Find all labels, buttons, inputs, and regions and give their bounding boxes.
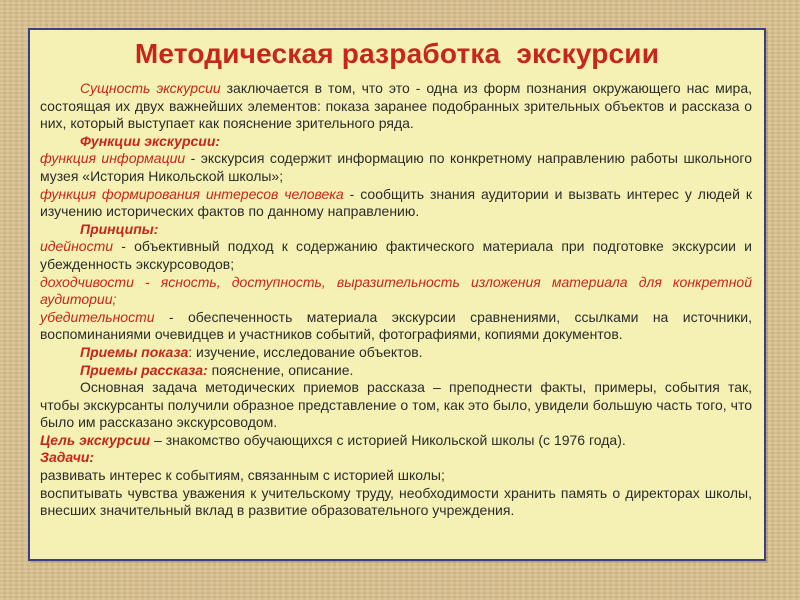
- function-text: - экскурсия содержит информацию по конкретному направлению работы школьного музея «История Никольской школы»;: [40, 150, 752, 184]
- function-term: функция формирования интересов человека: [40, 185, 344, 202]
- task-item: развивать интерес к событиям, связанным с историей школы;: [40, 467, 445, 484]
- show-methods-text: : изучение, исследование объектов.: [188, 343, 423, 360]
- function-item: [40, 150, 752, 185]
- story-methods-term: Приемы рассказа:: [80, 361, 208, 378]
- tasks-heading: Задачи:: [40, 449, 95, 466]
- principle-text: - объективный подход к содержанию фактического материала при подготовке экскурсии и убежденность экскурсоводов;: [40, 238, 752, 272]
- essence-term: Сущность экскурсии: [80, 80, 221, 96]
- slide-title: Методическая разработка экскурсии: [134, 38, 660, 69]
- story-methods-text: пояснение, описание.: [207, 361, 354, 378]
- slide-content: [40, 80, 752, 520]
- principle-item: [40, 274, 752, 309]
- goal-term: Цель экскурсии: [40, 431, 151, 448]
- principle-term: доходчивости - ясность, доступность, выразительность изложения материала для конкретной аудитории;: [40, 273, 752, 308]
- principle-text: - обеспеченность материала экскурсии сравнениями, ссылками на источники, воспоминаниями очевидцев и участников событий, фотографиями, копиями документов.: [40, 308, 752, 343]
- function-term: функция информации: [40, 150, 186, 167]
- principle-item: [40, 238, 752, 273]
- show-methods-term: Приемы показа: [80, 343, 189, 360]
- slide-frame: [28, 28, 766, 561]
- main-task-paragraph: Основная задача методических приемов рассказа – преподнести факты, примеры, события так, чтобы экскурсанты получили образное представление о том, как это было, увидели большую часть того, что было им рассказано экскурсоводом.: [40, 379, 752, 431]
- function-item: [40, 186, 752, 221]
- essence-paragraph: [40, 80, 752, 133]
- principles-heading: Принципы:: [80, 220, 159, 237]
- principle-term: убедительности: [40, 308, 155, 325]
- show-methods: [40, 344, 752, 362]
- essence-text: заключается в том, что это - одна из форм познания окружающего нас мира, состоящая их двух важнейших элементов: показа заранее подобранных зрительных объектов и рассказа о них, который выступает как пояснение зрительного ряда.: [40, 80, 752, 132]
- goal-paragraph: [40, 432, 752, 450]
- story-methods: [40, 362, 752, 380]
- task-item: воспитывать чувства уважения к учительскому труду, необходимости хранить память о директорах школы, внесших значительный вклад в развитие образовательного учреждения.: [40, 484, 752, 519]
- function-text: - сообщить знания аудитории и вызвать интерес у людей к изучению исторических фактов по данному направлению.: [40, 185, 752, 220]
- principle-item: [40, 309, 752, 344]
- principle-term: идейности: [40, 238, 114, 255]
- goal-text: – знакомство обучающихся с историей Никольской школы (с 1976 года).: [150, 431, 626, 448]
- functions-heading: Функции экскурсии:: [80, 132, 221, 149]
